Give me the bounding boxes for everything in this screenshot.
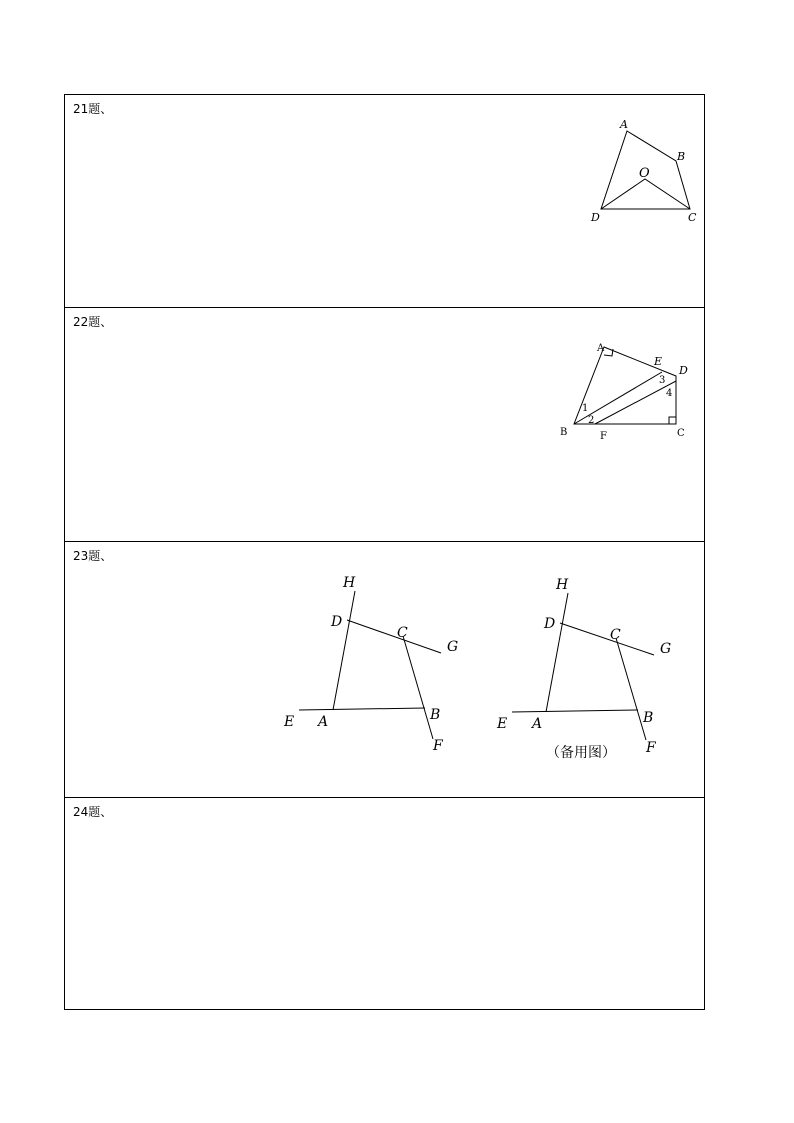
label-F: F	[433, 738, 443, 754]
label-C: C	[610, 627, 621, 643]
label-A: A	[532, 716, 543, 732]
label-B: B	[677, 150, 686, 163]
angle-3: 3	[659, 375, 666, 386]
label-C: C	[677, 428, 685, 439]
label-O: O	[639, 166, 650, 181]
label-A: A	[597, 343, 605, 354]
label-G: G	[447, 639, 459, 655]
label-B: B	[560, 427, 568, 438]
label-F: F	[646, 740, 656, 756]
label-C: C	[688, 211, 697, 224]
label-G: G	[660, 641, 672, 657]
angle-1: 1	[582, 403, 589, 414]
label-E: E	[497, 716, 508, 732]
label-D: D	[679, 364, 688, 377]
angle-4: 4	[666, 388, 673, 399]
question-label: 21题、	[73, 102, 113, 116]
question-label: 23题、	[73, 549, 113, 563]
label-A: A	[620, 118, 628, 131]
question-label: 22题、	[73, 315, 113, 329]
label-F: F	[600, 431, 607, 442]
label-H: H	[556, 577, 569, 593]
label-B: B	[430, 707, 441, 723]
label-H: H	[343, 575, 356, 591]
label-D: D	[544, 616, 556, 632]
label-B: B	[643, 710, 654, 726]
label-E: E	[284, 714, 295, 730]
label-D: D	[331, 614, 343, 630]
label-E: E	[654, 355, 663, 368]
label-D: D	[591, 211, 600, 224]
label-C: C	[397, 625, 408, 641]
spare-figure-caption: （备用图）	[546, 745, 616, 761]
question-24-box	[64, 797, 705, 1010]
label-A: A	[318, 714, 329, 730]
angle-2: 2	[588, 415, 595, 426]
question-label: 24题、	[73, 805, 113, 819]
